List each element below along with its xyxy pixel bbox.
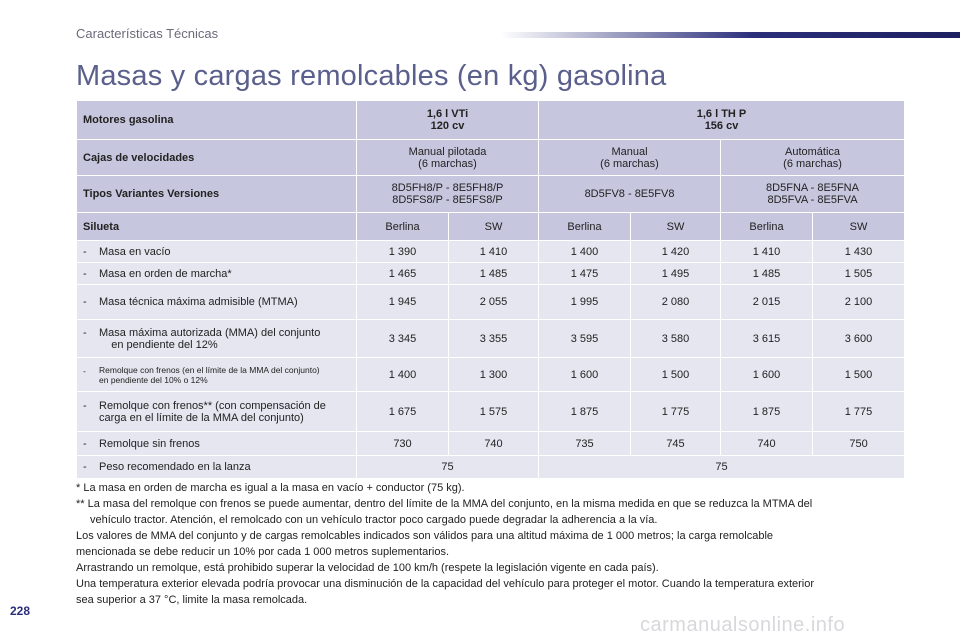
table-cell: 1 600 [721,358,813,392]
tow-row [77,456,905,479]
table-row [77,263,905,285]
watermark: carmanualsonline.info [640,614,846,636]
table-cell: 1 505 [813,263,905,285]
row-label [77,320,357,358]
note-temperature-cont: sea superior a 37 °C, limite la masa remolcada. [76,594,308,606]
table-cell: 1 410 [721,241,813,263]
page-number: 228 [10,604,31,618]
table-row [77,320,905,358]
table-cell: 1 420 [631,241,721,263]
variants-1: 8D5FH8/P - 8E5FH8/P 8D5FS8/P - 8E5FS8/P [357,176,539,213]
table-cell: 1 775 [813,392,905,432]
section-title: Características Técnicas [76,26,219,41]
row-label-text: Masa en vacío [99,245,171,258]
body-col: SW [631,213,721,241]
table-cell: 2 055 [449,285,539,320]
gearbox-row [77,140,905,176]
row-dash: - [83,245,87,258]
note-braked-trailer-cont: vehículo tractor. Atención, el remolcado con un vehículo tractor poco cargado puede degradar la adherencia a la vía. [90,514,658,526]
table-cell: 730 [357,432,449,456]
table-cell: 750 [813,432,905,456]
table-cell: 1 875 [721,392,813,432]
row-label [77,285,357,320]
row-dash: - [83,437,87,450]
row-label-text: Remolque con frenos** (con compensación de carga en el límite de la MMA del conjunto) [99,399,326,424]
table-cell: 2 100 [813,285,905,320]
body-col: SW [813,213,905,241]
table-cell: 740 [449,432,539,456]
row-dash: - [83,326,87,339]
table-cell: 1 575 [449,392,539,432]
body-col: Berlina [357,213,449,241]
table-cell: 1 300 [449,358,539,392]
row-label-text: Peso recomendado en la lanza [99,461,251,473]
table-row [77,358,905,392]
row-label [77,358,357,392]
table-cell: 1 430 [813,241,905,263]
note-speed-limit: Arrastrando un remolque, está prohibido superar la velocidad de 100 km/h (respete la legislación vigente en cada país). [76,562,659,574]
note-altitude: Los valores de MMA del conjunto y de cargas remolcables indicados son válidos para una altitud máxima de 1 000 metros; la carga remolcable [76,530,774,542]
table-row [77,241,905,263]
row-dash: - [83,267,87,280]
table-cell: 1 995 [539,285,631,320]
variants-row [77,176,905,213]
table-cell: 1 400 [539,241,631,263]
table-cell: 3 595 [539,320,631,358]
table-row [77,285,905,320]
table-cell: 1 875 [539,392,631,432]
row-label [77,241,357,263]
table-cell: 745 [631,432,721,456]
engine-vti: 1,6 l VTi 120 cv [357,101,539,140]
note-curb-weight: * La masa en orden de marcha es igual a la masa en vacío + conductor (75 kg). [76,482,465,494]
engine-thp: 1,6 l TH P 156 cv [539,101,905,140]
note-temperature: Una temperatura exterior elevada podría provocar una disminución de la capacidad del vehículo para proteger el motor. Cuando la temperatura exterior [76,578,815,590]
masses-table [76,100,905,479]
row-dash: - [83,399,87,412]
variants-3: 8D5FNA - 8E5FNA 8D5FVA - 8E5FVA [721,176,905,213]
table-cell: 1 675 [357,392,449,432]
table-cell: 1 410 [449,241,539,263]
table-cell: 740 [721,432,813,456]
note-braked-trailer: ** La masa del remolque con frenos se puede aumentar, dentro del límite de la MMA del conjunto, en la misma medida en que se reduzca la MTMA del [76,498,813,510]
gearbox-label: Cajas de velocidades [77,140,357,176]
engines-label: Motores gasolina [77,101,357,140]
table-cell: 735 [539,432,631,456]
footnotes [76,480,906,608]
body-col: Berlina [539,213,631,241]
table-cell: 3 615 [721,320,813,358]
table-cell: 3 345 [357,320,449,358]
engines-row [77,101,905,140]
row-label [77,263,357,285]
table-cell: 3 600 [813,320,905,358]
page-title: Masas y cargas remolcables (en kg) gasolina [76,60,667,92]
row-label-text: Masa máxima autorizada (MMA) del conjunto en pendiente del 12% [99,326,321,351]
row-dash: - [83,365,86,376]
table-cell: 1 400 [357,358,449,392]
row-dash: - [83,461,87,473]
row-label-text: Masa técnica máxima admisible (MTMA) [99,296,298,308]
table-cell: 3 355 [449,320,539,358]
body-col: SW [449,213,539,241]
table-cell: 3 580 [631,320,721,358]
table-cell: 1 775 [631,392,721,432]
row-label-text: Remolque sin frenos [99,437,200,450]
row-label [77,432,357,456]
table-cell: 1 390 [357,241,449,263]
table-cell: 2 080 [631,285,721,320]
body-col: Berlina [721,213,813,241]
body-label: Silueta [77,213,357,241]
table-cell: 1 500 [631,358,721,392]
table-cell: 1 945 [357,285,449,320]
tow-value-vti: 75 [357,456,539,479]
gearbox-piloted: Manual pilotada (6 marchas) [357,140,539,176]
table-cell: 1 485 [449,263,539,285]
table-cell: 1 465 [357,263,449,285]
note-altitude-cont: mencionada se debe reducir un 10% por cada 1 000 metros suplementarios. [76,546,450,558]
table-cell: 1 495 [631,263,721,285]
variants-2: 8D5FV8 - 8E5FV8 [539,176,721,213]
tow-value-thp: 75 [539,456,905,479]
header-accent-bar [500,32,960,38]
table-cell: 1 600 [539,358,631,392]
row-label [77,456,357,479]
body-row [77,213,905,241]
table-cell: 2 015 [721,285,813,320]
gearbox-manual: Manual (6 marchas) [539,140,721,176]
gearbox-automatic: Automática (6 marchas) [721,140,905,176]
table-cell: 1 485 [721,263,813,285]
table-row [77,432,905,456]
row-dash: - [83,296,87,308]
table-cell: 1 475 [539,263,631,285]
row-label [77,392,357,432]
table-row [77,392,905,432]
table-cell: 1 500 [813,358,905,392]
variants-label: Tipos Variantes Versiones [77,176,357,213]
row-label-text: Masa en orden de marcha* [99,267,232,280]
row-label-text: Remolque con frenos (en el límite de la MMA del conjunto) en pendiente del 10% o 12% [99,364,320,385]
